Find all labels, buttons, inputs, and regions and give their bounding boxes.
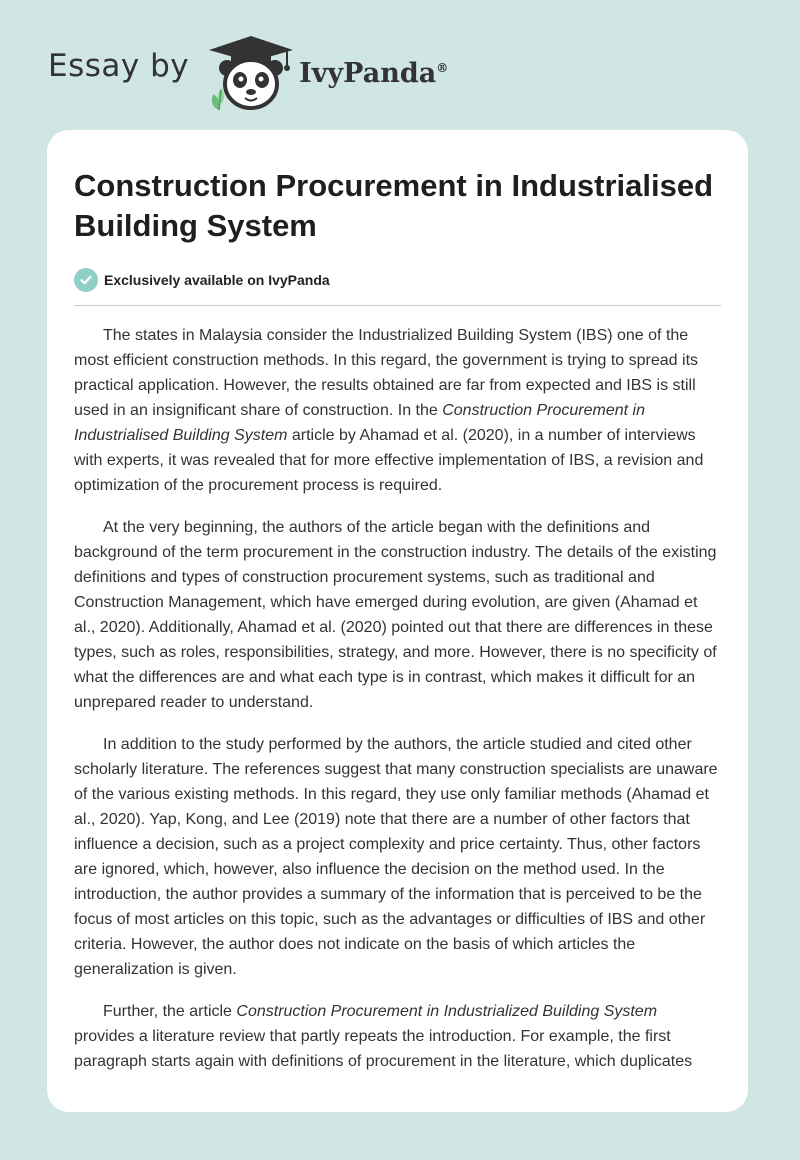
exclusive-badge — [74, 268, 721, 306]
paragraph: In addition to the study performed by the authors, the article studied and cited other scholarly literature. The references suggest that many construction specialists are unaware of the various existing methods. In this regard, they use only familiar methods (Ahamad et al., 2020). Yap, Kong, and Lee (2019) note that there are a number of other factors that influence a decision, such as a project complexity and price certainty. Thus, other factors are ignored, which, however, also influence the decision on the method used. In the introduction, the author provides a summary of the information that is perceived to be the focus of most articles on this topic, such as the advantages or difficulties of IBS and other criteria. However, the author does not indicate on the basis of which articles the generalization is given. — [74, 736, 718, 978]
brand-name: IvyPanda® — [299, 57, 449, 89]
paragraph: At the very beginning, the authors of the article began with the definitions and background of the term procurement in the construction industry. The details of the existing definitions and types of construction procurement systems, such as traditional and Construction Management, which have emerged during evolution, are given (Ahamad et al., 2020). Additionally, Ahamad et al. (2020) pointed out that there are differences in these types, such as roles, responsibilities, strategy, and more. However, there is no specificity of what the differences are and what each type is in contrast, which makes it difficult for an unprepared reader to understand. — [74, 519, 717, 711]
brand-header[interactable] — [48, 32, 448, 112]
check-icon — [74, 268, 98, 292]
essay-body — [74, 323, 721, 1074]
panda-logo-icon — [207, 32, 295, 112]
paragraph: Further, the article Construction Procurement in Industrialized Building System provides a literature review that partly repeats the introduction. For example, the first paragraph starts again with definitions of procurement in the literature, which duplicates — [74, 1003, 693, 1070]
essay-card — [47, 130, 748, 1112]
exclusive-badge-label: Exclusively available on IvyPanda — [104, 272, 330, 288]
essay-title: Construction Procurement in Industrialised Building System — [74, 168, 714, 243]
paragraph: The states in Malaysia consider the Industrialized Building System (IBS) one of the most efficient construction methods. In this regard, the government is trying to spread its practical application. However, the results obtained are far from expected and IBS is still used in an insignificant share of construction. In the Construction Procurement in Industrialised Building System article by Ahamad et al. (2020), in a number of interviews with experts, it was revealed that for more effective implementation of IBS, a revision and optimization of the procurement process is required. — [74, 327, 704, 494]
brand-prefix: Essay by — [48, 48, 190, 84]
